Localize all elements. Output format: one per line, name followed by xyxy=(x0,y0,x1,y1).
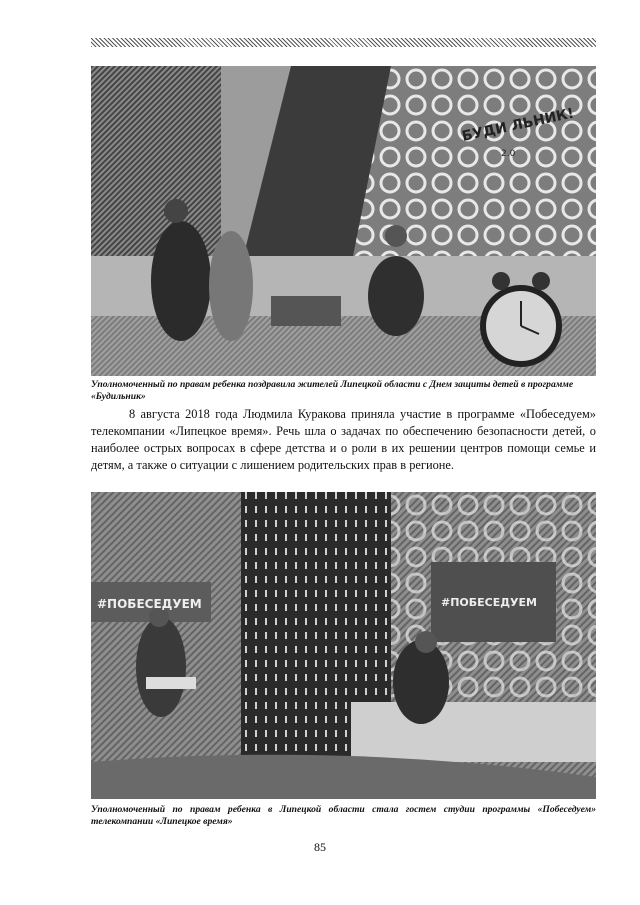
body-paragraph xyxy=(91,406,596,474)
header-rule xyxy=(91,38,596,47)
sign-budilnik-sub: 2.0 xyxy=(501,149,516,159)
photo-caption-2: Уполномоченный по правам ребенка в Липецкой области стала гостем студии программы «Побеседуем» телекомпании «Липецкое время» xyxy=(91,804,596,827)
photo-caption-1: Уполномоченный по правам ребенка поздравила жителей Липецкой области с Днем защиты детей в программе «Будильник» xyxy=(91,379,574,402)
page-number: 85 xyxy=(314,840,326,854)
body-paragraph-text: 8 августа 2018 года Людмила Куракова приняла участие в программе «Побеседуем» телекомпании «Липецкое время». Речь шла о задачах по обеспечению безопасности детей, о наиболее острых вопросах в сфере детства и о роли в их решении центров помощи семье и детям, а также о ситуации с лишением родительских прав в регионе. xyxy=(91,407,596,472)
photo-pobeseduem-studio xyxy=(91,492,596,799)
photo-budilnik-studio xyxy=(91,66,596,376)
sign-pobeseduem-right: #ПОБЕСЕДУЕМ xyxy=(441,596,537,609)
sign-budilnik: БУДИ ЛЬНИК! xyxy=(460,105,576,145)
sign-pobeseduem-left: #ПОБЕСЕДУЕМ xyxy=(97,597,202,611)
